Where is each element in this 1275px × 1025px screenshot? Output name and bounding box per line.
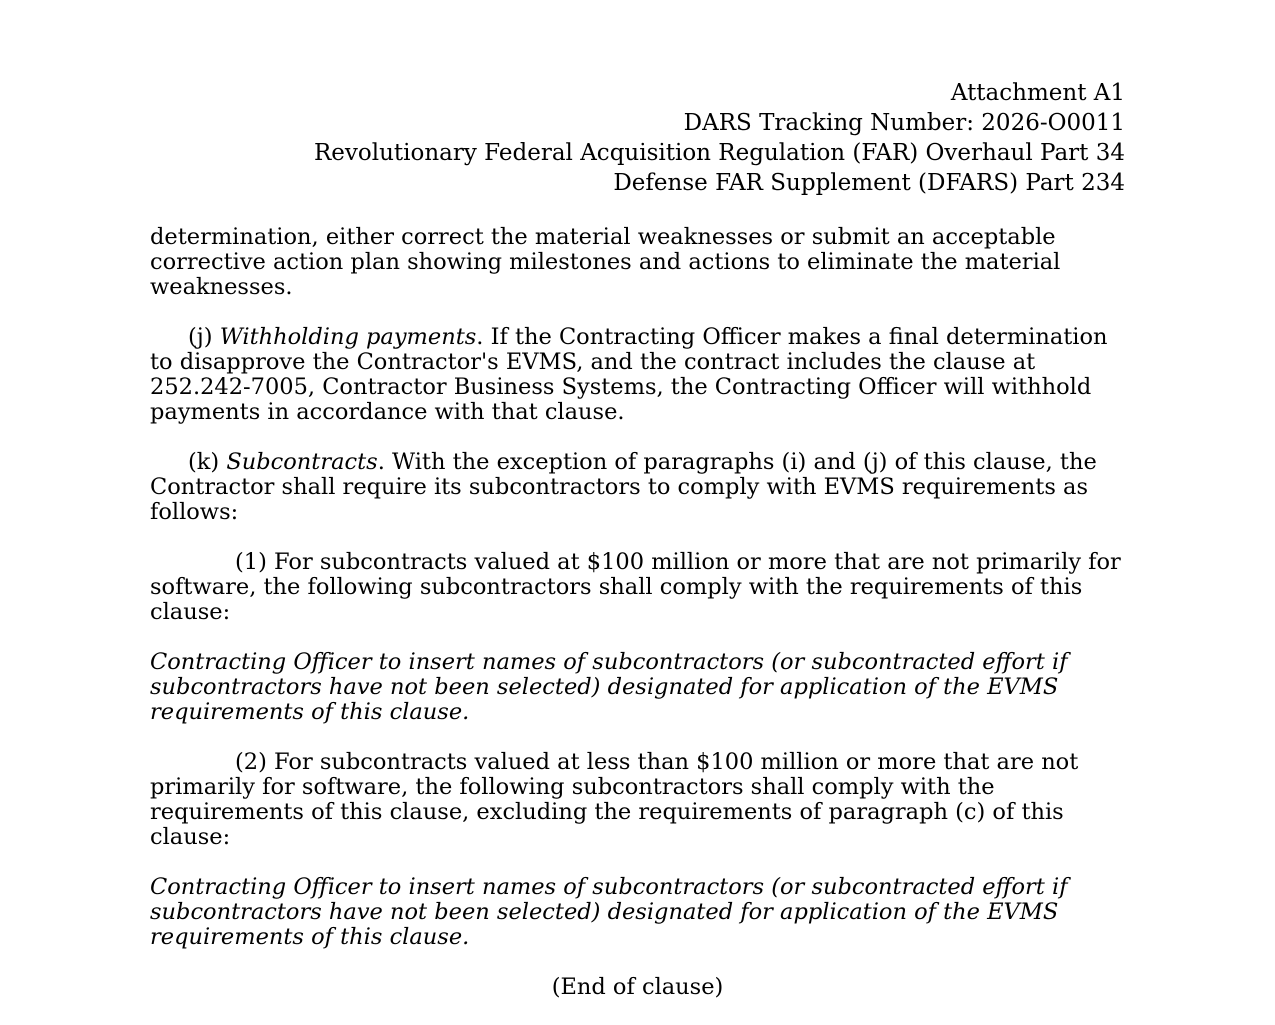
paragraph-k1: (1) For subcontracts valued at $100 million or more that are not primarily for software, the following subcontractors shall comply with the requirements of this clause: xyxy=(150,549,1121,625)
paragraph-j-label: (j) xyxy=(188,324,220,350)
document-header xyxy=(150,78,1125,198)
paragraph-k xyxy=(150,450,1125,525)
paragraph-j-heading: Withholding payments xyxy=(219,324,477,350)
paragraph-j-text: . If the Contracting Officer makes a final determination to disapprove the Contractor's EVMS, and the contract includes the clause at 252.242-7005, Contractor Business Systems, the Contracting Officer will withhold payments in accordance with that clause. xyxy=(150,324,1108,425)
header-tracking-number: DARS Tracking Number: 2026-O0011 xyxy=(683,110,1125,136)
paragraph-k2: (2) For subcontracts valued at less than $100 million or more that are not primarily for software, the following subcontractors shall comply with the requirements of this clause, excluding the requirements of paragraph (c) of this clause: xyxy=(150,749,1079,850)
paragraph-k1-instruction: Contracting Officer to insert names of subcontractors (or subcontracted effort if subcontractors have not been selected) designated for application of the EVMS requirements of this clause. xyxy=(150,649,1068,725)
paragraph-k-heading: Subcontracts xyxy=(226,449,378,475)
paragraph-continuation: determination, either correct the material weaknesses or submit an acceptable corrective action plan showing milestones and actions to eliminate the material weaknesses. xyxy=(150,224,1061,300)
paragraph-k2-instruction: Contracting Officer to insert names of subcontractors (or subcontracted effort if subcontractors have not been selected) designated for application of the EVMS requirements of this clause. xyxy=(150,874,1068,950)
header-attachment: Attachment A1 xyxy=(950,80,1125,106)
header-far-part: Revolutionary Federal Acquisition Regulation (FAR) Overhaul Part 34 xyxy=(313,140,1125,166)
header-dfars-part: Defense FAR Supplement (DFARS) Part 234 xyxy=(613,170,1125,196)
paragraph-k-label: (k) xyxy=(188,449,227,475)
paragraph-k-text: . With the exception of paragraphs (i) and (j) of this clause, the Contractor shall require its subcontractors to comply with EVMS requirements as follows: xyxy=(150,449,1097,525)
paragraph-j xyxy=(150,325,1125,425)
end-of-clause: (End of clause) xyxy=(551,974,724,1000)
document-page xyxy=(150,78,1125,1025)
document-body xyxy=(150,225,1125,1000)
